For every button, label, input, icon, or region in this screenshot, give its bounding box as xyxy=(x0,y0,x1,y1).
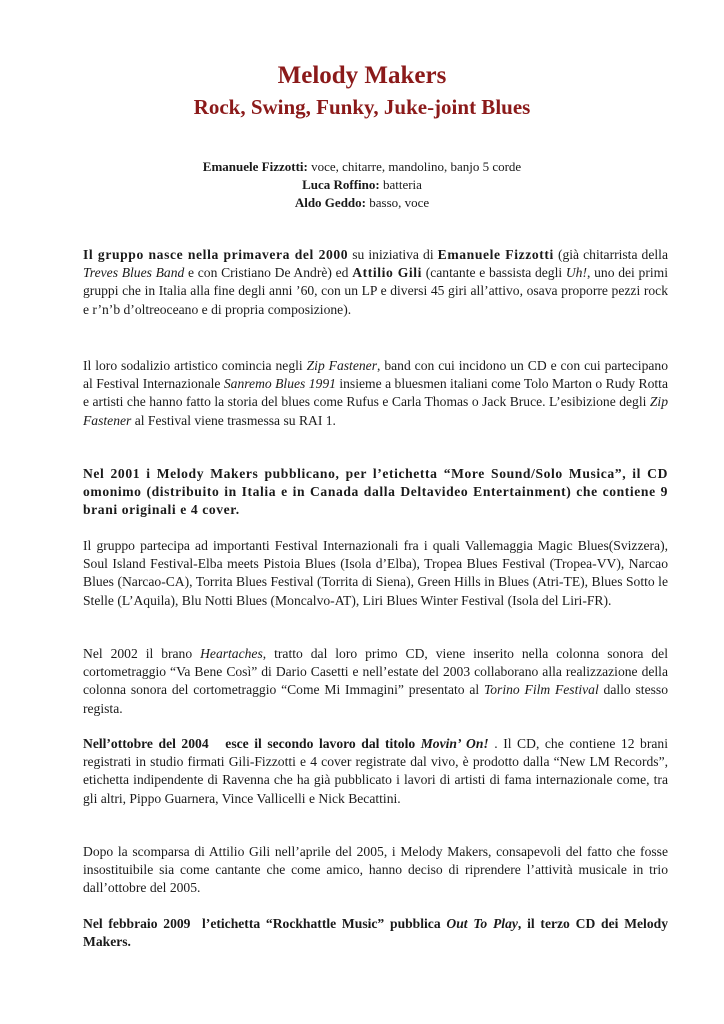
text: , tratto dal loro primo CD, viene inserito nella colonna sonora del cortometraggio “Va Bene Così” di Dario Casetti e nell’estate del 2003 collaborano alla realizzazione della colonna sonora del cortometraggio “Come Mi Immagini” presentato al xyxy=(83,646,668,698)
member-role: basso, voce xyxy=(365,195,430,210)
member-role: voce, chitarre, mandolino, banjo 5 corde xyxy=(307,159,522,174)
paragraph-third-cd xyxy=(83,915,668,951)
text-bold: , il terzo CD dei Melody Makers. xyxy=(83,916,668,950)
text-italic: Treves Blues Band xyxy=(83,265,185,281)
text: e con Cristiano De Andrè) ed xyxy=(184,265,353,281)
text-bold: Nell’ottobre del 2004 esce il secondo lavoro dal titolo xyxy=(83,736,421,751)
text: , uno dei primi gruppi che in Italia alla fine degli anni ’60, con un LP e diversi 45 giri all’attivo, osava proporre pezzi rock e r’n’b d’oltreoceano e di propria composizione). xyxy=(83,265,668,317)
member-name: Aldo Geddo: xyxy=(294,195,366,210)
text-bold-italic: Movin’ On! xyxy=(420,736,489,751)
text-bold-italic: Out To Play xyxy=(446,916,518,931)
band-members xyxy=(0,158,724,212)
text: , band con cui incidono un CD e con cui partecipano al Festival Internazionale xyxy=(83,358,668,392)
text-italic: Heartaches xyxy=(200,646,263,661)
text-italic: Sanremo Blues 1991 xyxy=(223,376,336,392)
member-name: Emanuele Fizzotti: xyxy=(202,159,308,174)
paragraph-soundtracks xyxy=(83,645,668,718)
text-bold: Nel febbraio 2009 l’etichetta “Rockhattle Music” pubblica xyxy=(83,916,447,931)
paragraph-second-cd xyxy=(83,735,668,808)
text-bold: Emanuele Fizzotti xyxy=(437,247,554,262)
paragraph-origins xyxy=(83,246,668,319)
text: dallo stesso regista. xyxy=(83,682,668,716)
text-italic: Zip Fastener xyxy=(306,358,377,373)
paragraph-first-cd: Nel 2001 i Melody Makers pubblicano, per l’etichetta “More Sound/Solo Musica”, il CD omonimo (distribuito in Italia e in Canada dalla Deltavideo Entertainment) che contiene 9 brani originali e 4 cover. xyxy=(83,466,668,518)
member-line xyxy=(0,158,724,176)
text: (cantante e bassista degli xyxy=(422,265,566,281)
text: insieme a bluesmen italiani come Tolo Marton o Rudy Rotta e artisti che hanno fatto la storia del blues come Rufus e Carla Thomas o Jack Bruce. L’esibizione degli xyxy=(83,376,668,410)
document-title: Melody Makers xyxy=(277,62,447,89)
document-subtitle: Rock, Swing, Funky, Juke-joint Blues xyxy=(193,95,531,119)
text: su iniziativa di xyxy=(348,247,438,262)
paragraph-trio: Dopo la scomparsa di Attilio Gili nell’aprile del 2005, i Melody Makers, consapevoli del fatto che fosse insostituibile sia come cantante che come amico, hanno deciso di riprendere l’attività musicale in trio dall’ottobre del 2005. xyxy=(83,844,668,896)
paragraph-zip-fastener xyxy=(83,357,668,430)
text: Nel 2002 il brano xyxy=(83,646,201,661)
text: al Festival viene trasmessa su RAI 1. xyxy=(131,412,336,428)
text: (già chitarrista della xyxy=(553,247,668,262)
text: . Il CD, che contiene 12 brani registrati in studio firmati Gili-Fizzotti e 4 cover registrate dal vivo, è prodotto dalla “New LM Records”, etichetta indipendente di Ravenna che ha già pubblicato i lavori di artisti di fama internazionale come, tra gli altri, Pippo Guarnera, Vince Vallicelli e Nick Becattini. xyxy=(83,736,668,806)
member-name: Luca Roffino: xyxy=(302,177,380,192)
text-italic: Zip Fastener xyxy=(83,394,668,428)
text: Il loro sodalizio artistico comincia negli xyxy=(83,358,307,373)
member-role: batteria xyxy=(379,177,422,192)
text-italic: Torino Film Festival xyxy=(483,682,599,698)
member-line xyxy=(0,194,724,212)
text-bold: Attilio Gili xyxy=(352,265,422,281)
text-italic: Uh! xyxy=(565,265,587,281)
paragraph-festivals: Il gruppo partecipa ad importanti Festival Internazionali fra i quali Vallemaggia Magic Blues(Svizzera), Soul Island Festival-Elba meets Pistoia Blues (Isola d’Elba), Tropea Blues Festival (Tropea-VV), Narcao Blues (Narcao-CA), Torrita Blues Festival (Torrita di Siena), Green Hills in Blues (Atri-TE), Blues Sotto le Stelle (L’Aquila), Blu Notti Blues (Moncalvo-AT), Liri Blues Winter Festival (Isola del Liri-FR). xyxy=(83,538,668,608)
text-bold: Il gruppo nasce nella primavera del 2000 xyxy=(83,247,349,262)
member-line xyxy=(0,176,724,194)
